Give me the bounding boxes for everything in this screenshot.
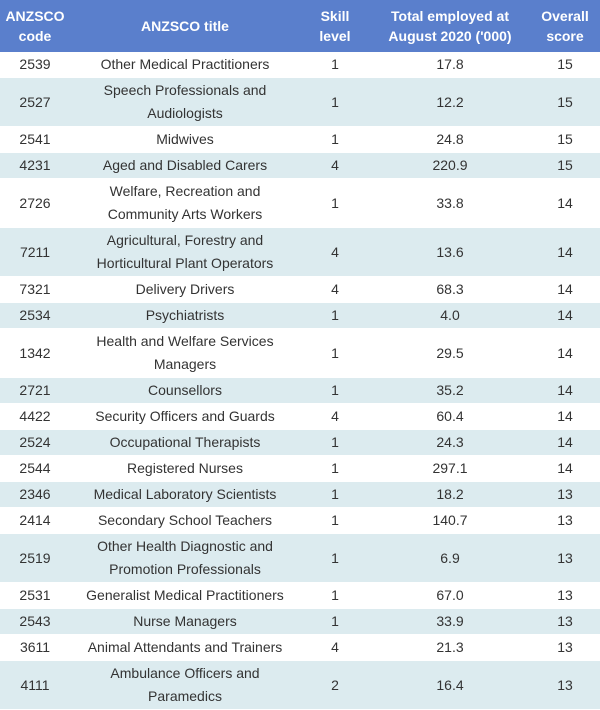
table-row: [0, 508, 600, 534]
cell-title: Animal Attendants and Trainers: [70, 635, 300, 661]
cell-overall-score: 13: [530, 508, 600, 534]
cell-skill-level: 4: [300, 404, 370, 430]
cell-overall-score: 13: [530, 583, 600, 609]
cell-title: Welfare, Recreation and Community Arts Workers: [70, 179, 300, 228]
cell-title: Other Medical Practitioners: [70, 52, 300, 78]
cell-total-employed: 12.2: [370, 78, 530, 127]
cell-code: 2541: [0, 127, 70, 153]
cell-skill-level: 4: [300, 153, 370, 179]
cell-code: 2534: [0, 303, 70, 329]
table-row: [0, 303, 600, 329]
cell-overall-score: 13: [530, 609, 600, 635]
table-row: [0, 635, 600, 661]
cell-total-employed: 60.4: [370, 404, 530, 430]
cell-code: 2721: [0, 378, 70, 404]
table-row: [0, 404, 600, 430]
cell-total-employed: 29.5: [370, 329, 530, 378]
cell-overall-score: 15: [530, 52, 600, 78]
cell-code: 3611: [0, 635, 70, 661]
cell-skill-level: 1: [300, 609, 370, 635]
table-body: [0, 52, 600, 710]
cell-skill-level: 1: [300, 583, 370, 609]
cell-code: 2543: [0, 609, 70, 635]
cell-skill-level: 1: [300, 378, 370, 404]
cell-overall-score: 15: [530, 127, 600, 153]
cell-code: 4231: [0, 153, 70, 179]
cell-overall-score: 14: [530, 277, 600, 303]
cell-total-employed: 24.3: [370, 430, 530, 456]
cell-title: Speech Professionals and Audiologists: [70, 78, 300, 127]
cell-total-employed: 24.8: [370, 127, 530, 153]
table-row: [0, 661, 600, 710]
table-row: [0, 78, 600, 127]
cell-title: Aged and Disabled Carers: [70, 153, 300, 179]
cell-code: 2527: [0, 78, 70, 127]
cell-title: Midwives: [70, 127, 300, 153]
cell-code: 4422: [0, 404, 70, 430]
cell-skill-level: 1: [300, 303, 370, 329]
header-overall-score: Overall score: [530, 0, 600, 52]
cell-title: Registered Nurses: [70, 456, 300, 482]
cell-code: 1342: [0, 329, 70, 378]
table-row: [0, 456, 600, 482]
table-row: [0, 329, 600, 378]
cell-skill-level: 1: [300, 508, 370, 534]
table-header: [0, 0, 600, 52]
cell-code: 2414: [0, 508, 70, 534]
cell-skill-level: 4: [300, 635, 370, 661]
table-row: [0, 179, 600, 228]
cell-total-employed: 4.0: [370, 303, 530, 329]
cell-title: Agricultural, Forestry and Horticultural Plant Operators: [70, 228, 300, 277]
cell-code: 7321: [0, 277, 70, 303]
header-code: ANZSCO code: [0, 0, 70, 52]
cell-overall-score: 13: [530, 482, 600, 508]
cell-title: Occupational Therapists: [70, 430, 300, 456]
cell-overall-score: 13: [530, 635, 600, 661]
table-row: [0, 277, 600, 303]
cell-overall-score: 14: [530, 456, 600, 482]
cell-title: Counsellors: [70, 378, 300, 404]
header-row: [0, 0, 600, 52]
cell-code: 2539: [0, 52, 70, 78]
cell-code: 7211: [0, 228, 70, 277]
cell-code: 2531: [0, 583, 70, 609]
table-row: [0, 482, 600, 508]
cell-overall-score: 14: [530, 329, 600, 378]
header-total-employed: Total employed at August 2020 ('000): [370, 0, 530, 52]
cell-title: Generalist Medical Practitioners: [70, 583, 300, 609]
cell-total-employed: 33.8: [370, 179, 530, 228]
header-skill-level: Skill level: [300, 0, 370, 52]
cell-total-employed: 67.0: [370, 583, 530, 609]
cell-overall-score: 15: [530, 78, 600, 127]
cell-skill-level: 1: [300, 179, 370, 228]
cell-skill-level: 2: [300, 661, 370, 710]
cell-title: Medical Laboratory Scientists: [70, 482, 300, 508]
cell-code: 2544: [0, 456, 70, 482]
cell-skill-level: 1: [300, 329, 370, 378]
cell-overall-score: 14: [530, 404, 600, 430]
cell-total-employed: 297.1: [370, 456, 530, 482]
cell-skill-level: 4: [300, 277, 370, 303]
cell-skill-level: 1: [300, 430, 370, 456]
cell-title: Psychiatrists: [70, 303, 300, 329]
cell-overall-score: 13: [530, 661, 600, 710]
cell-overall-score: 14: [530, 179, 600, 228]
cell-skill-level: 1: [300, 534, 370, 583]
cell-total-employed: 6.9: [370, 534, 530, 583]
cell-total-employed: 35.2: [370, 378, 530, 404]
table-row: [0, 583, 600, 609]
cell-skill-level: 1: [300, 482, 370, 508]
cell-skill-level: 1: [300, 78, 370, 127]
table-row: [0, 52, 600, 78]
cell-overall-score: 14: [530, 228, 600, 277]
header-title: ANZSCO title: [70, 0, 300, 52]
table-row: [0, 378, 600, 404]
cell-overall-score: 14: [530, 378, 600, 404]
table-row: [0, 127, 600, 153]
cell-total-employed: 68.3: [370, 277, 530, 303]
cell-title: Health and Welfare Services Managers: [70, 329, 300, 378]
cell-overall-score: 14: [530, 430, 600, 456]
table-row: [0, 534, 600, 583]
cell-skill-level: 1: [300, 127, 370, 153]
cell-total-employed: 33.9: [370, 609, 530, 635]
cell-total-employed: 140.7: [370, 508, 530, 534]
cell-title: Nurse Managers: [70, 609, 300, 635]
cell-title: Security Officers and Guards: [70, 404, 300, 430]
table-row: [0, 430, 600, 456]
table-row: [0, 228, 600, 277]
cell-code: 2726: [0, 179, 70, 228]
cell-code: 2524: [0, 430, 70, 456]
cell-title: Other Health Diagnostic and Promotion Professionals: [70, 534, 300, 583]
cell-code: 2519: [0, 534, 70, 583]
cell-total-employed: 17.8: [370, 52, 530, 78]
cell-code: 2346: [0, 482, 70, 508]
cell-skill-level: 1: [300, 52, 370, 78]
cell-title: Secondary School Teachers: [70, 508, 300, 534]
cell-overall-score: 13: [530, 534, 600, 583]
table-row: [0, 153, 600, 179]
cell-total-employed: 16.4: [370, 661, 530, 710]
cell-title: Ambulance Officers and Paramedics: [70, 661, 300, 710]
table-row: [0, 609, 600, 635]
cell-skill-level: 4: [300, 228, 370, 277]
cell-total-employed: 220.9: [370, 153, 530, 179]
cell-overall-score: 15: [530, 153, 600, 179]
cell-code: 4111: [0, 661, 70, 710]
cell-overall-score: 14: [530, 303, 600, 329]
cell-total-employed: 18.2: [370, 482, 530, 508]
cell-title: Delivery Drivers: [70, 277, 300, 303]
cell-total-employed: 21.3: [370, 635, 530, 661]
cell-skill-level: 1: [300, 456, 370, 482]
cell-total-employed: 13.6: [370, 228, 530, 277]
